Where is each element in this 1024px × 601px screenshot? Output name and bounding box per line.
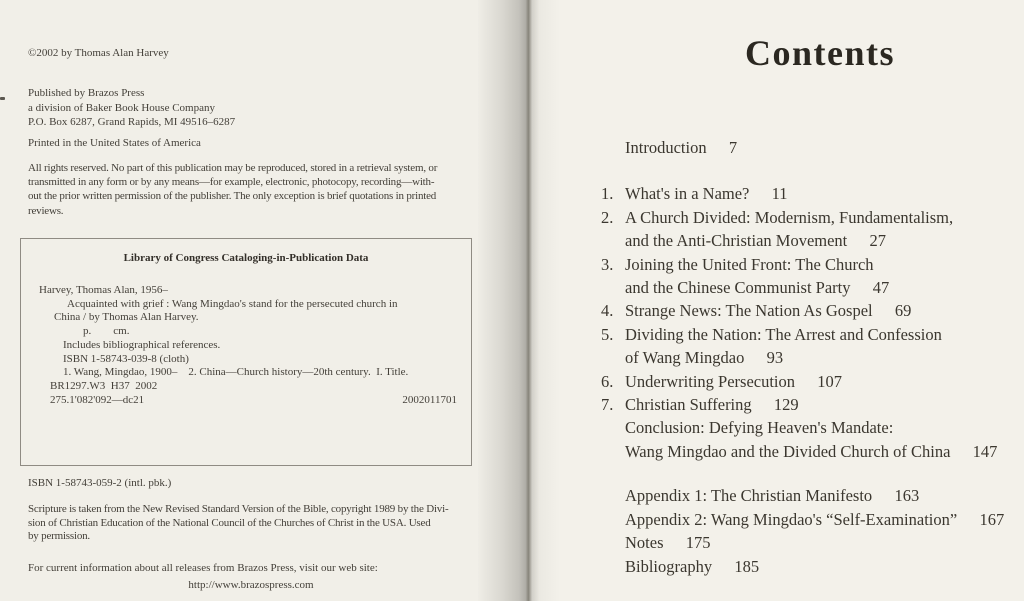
publisher-line: P.O. Box 6287, Grand Rapids, MI 49516–6287 (28, 116, 236, 129)
loc-line: Includes bibliographical references. (63, 338, 221, 351)
rights-line: All rights reserved. No part of this publication may be reproduced, stored in a retrieval system, or (28, 162, 438, 174)
loc-line: Harvey, Thomas Alan, 1956– (39, 284, 168, 296)
loc-line: BR1297.W3 H37 2002 (50, 379, 158, 392)
toc-item-introduction (601, 136, 1024, 159)
loc-line: p. cm. (83, 325, 130, 338)
scan-edge-artifact (0, 97, 5, 100)
toc-chapter-number: 1. (601, 184, 614, 204)
isbn-paperback-line: ISBN 1-58743-059-2 (intl. pbk.) (28, 477, 172, 489)
toc-item-label-continued: and the Chinese Communist Party (625, 278, 851, 298)
printed-line: Printed in the United States of America (28, 137, 201, 149)
loc-box-title: Library of Congress Cataloging-in-Publication Data (123, 252, 369, 264)
toc-item-label: Dividing the Nation: The Arrest and Confession (625, 324, 942, 344)
toc-backmatter (601, 484, 1024, 578)
toc-item-label-continued: and the Anti-Christian Movement (625, 231, 848, 251)
toc-item-label: Notes (625, 533, 664, 553)
toc-item-page: 175 (685, 533, 711, 553)
rights-line: reviews. (28, 204, 64, 217)
toc-item-label-continued: of Wang Mingdao (625, 348, 745, 368)
toc-item-chapter-3 (601, 253, 1024, 300)
publisher-info-line: For current information about all releases from Brazos Press, visit our web site: (28, 562, 378, 574)
toc-item-page: 167 (979, 509, 1005, 529)
toc-chapter-number: 3. (601, 254, 614, 274)
toc-item-label: Bibliography (625, 556, 713, 576)
publisher-website-url: http://www.brazospress.com (188, 579, 314, 591)
loc-dewey-number: 275.1'082'092—dc21 (50, 393, 145, 406)
toc-item-page: 129 (773, 395, 799, 415)
loc-box-body (21, 284, 471, 407)
scripture-line: by permission. (28, 530, 90, 543)
toc-item-conclusion (601, 416, 1024, 463)
toc-item-label: Appendix 2: Wang Mingdao's “Self-Examination” (625, 509, 958, 529)
toc-item-page: 185 (734, 556, 760, 576)
toc-item-page: 69 (894, 301, 912, 321)
copyright-line: ©2002 by Thomas Alan Harvey (28, 47, 169, 59)
toc-item-chapter-1 (601, 182, 1024, 205)
toc-item-label: A Church Divided: Modernism, Fundamentalism, (625, 207, 954, 227)
loc-cataloging-box (20, 238, 472, 466)
rights-line: out the prior written permission of the publisher. The only exception is brief quotations in printed (28, 190, 437, 203)
loc-line: Acquainted with grief : Wang Mingdao's stand for the persecuted church in (67, 297, 398, 310)
scripture-line: Scripture is taken from the New Revised Standard Version of the Bible, copyright 1989 by the Divi- (28, 503, 449, 515)
toc-item-label: Joining the United Front: The Church (625, 254, 874, 274)
toc-chapter-number: 6. (601, 371, 614, 391)
toc-item-label: What's in a Name? (625, 184, 750, 204)
toc-item-label: Conclusion: Defying Heaven's Mandate: (625, 418, 894, 438)
publisher-line: Published by Brazos Press (28, 87, 145, 99)
toc-item-page: 27 (869, 231, 887, 251)
book-gutter-shadow (478, 0, 560, 601)
toc-item-label: Underwriting Persecution (625, 371, 796, 391)
scripture-line: sion of Christian Education of the National Council of the Churches of Christ in the USA. Used (28, 516, 431, 529)
loc-line: China / by Thomas Alan Harvey. (54, 311, 199, 324)
toc-item-label-continued: Wang Mingdao and the Divided Church of China (625, 441, 951, 461)
toc-item-label: Appendix 1: The Christian Manifesto (625, 486, 873, 506)
rights-paragraph (28, 161, 474, 218)
publisher-line: a division of Baker Book House Company (28, 101, 215, 114)
loc-control-number: 2002011701 (402, 393, 457, 406)
toc-item-label: Strange News: The Nation As Gospel (625, 301, 873, 321)
page-title: Contents (745, 33, 896, 73)
toc-item-chapter-5 (601, 323, 1024, 370)
toc-item-notes (601, 531, 1024, 554)
toc-item-label: Introduction (625, 138, 707, 157)
loc-line: 1. Wang, Mingdao, 1900– 2. China—Church history—20th century. I. Title. (63, 366, 409, 379)
toc-item-page: 147 (972, 441, 998, 461)
toc-item-chapter-2 (601, 206, 1024, 253)
toc-chapter-number: 5. (601, 324, 614, 344)
toc-item-label: Christian Suffering (625, 395, 752, 415)
toc-item-page: 11 (771, 184, 788, 204)
rights-line: transmitted in any form or by any means—for example, electronic, photocopy, recording—with- (28, 176, 435, 189)
toc-item-appendix-1 (601, 484, 1024, 507)
toc-item-chapter-4 (601, 299, 1024, 322)
loc-line: ISBN 1-58743-039-8 (cloth) (63, 352, 189, 365)
toc-chapter-number: 4. (601, 301, 614, 321)
toc-item-page: 163 (894, 486, 920, 506)
toc-item-bibliography (601, 555, 1024, 578)
toc-item-page: 107 (817, 371, 843, 391)
toc-item-chapter-7 (601, 393, 1024, 416)
scripture-paragraph (28, 503, 474, 544)
toc-chapter-number: 7. (601, 395, 614, 415)
toc-item-appendix-2 (601, 508, 1024, 531)
toc-item-page: 93 (766, 348, 784, 368)
publisher-block (28, 86, 474, 130)
toc-item-page: 7 (728, 138, 738, 157)
toc-list (601, 136, 1024, 578)
toc-item-page: 47 (872, 278, 890, 298)
loc-dewey-row (21, 394, 471, 408)
toc-item-chapter-6 (601, 370, 1024, 393)
toc-chapter-number: 2. (601, 207, 614, 227)
